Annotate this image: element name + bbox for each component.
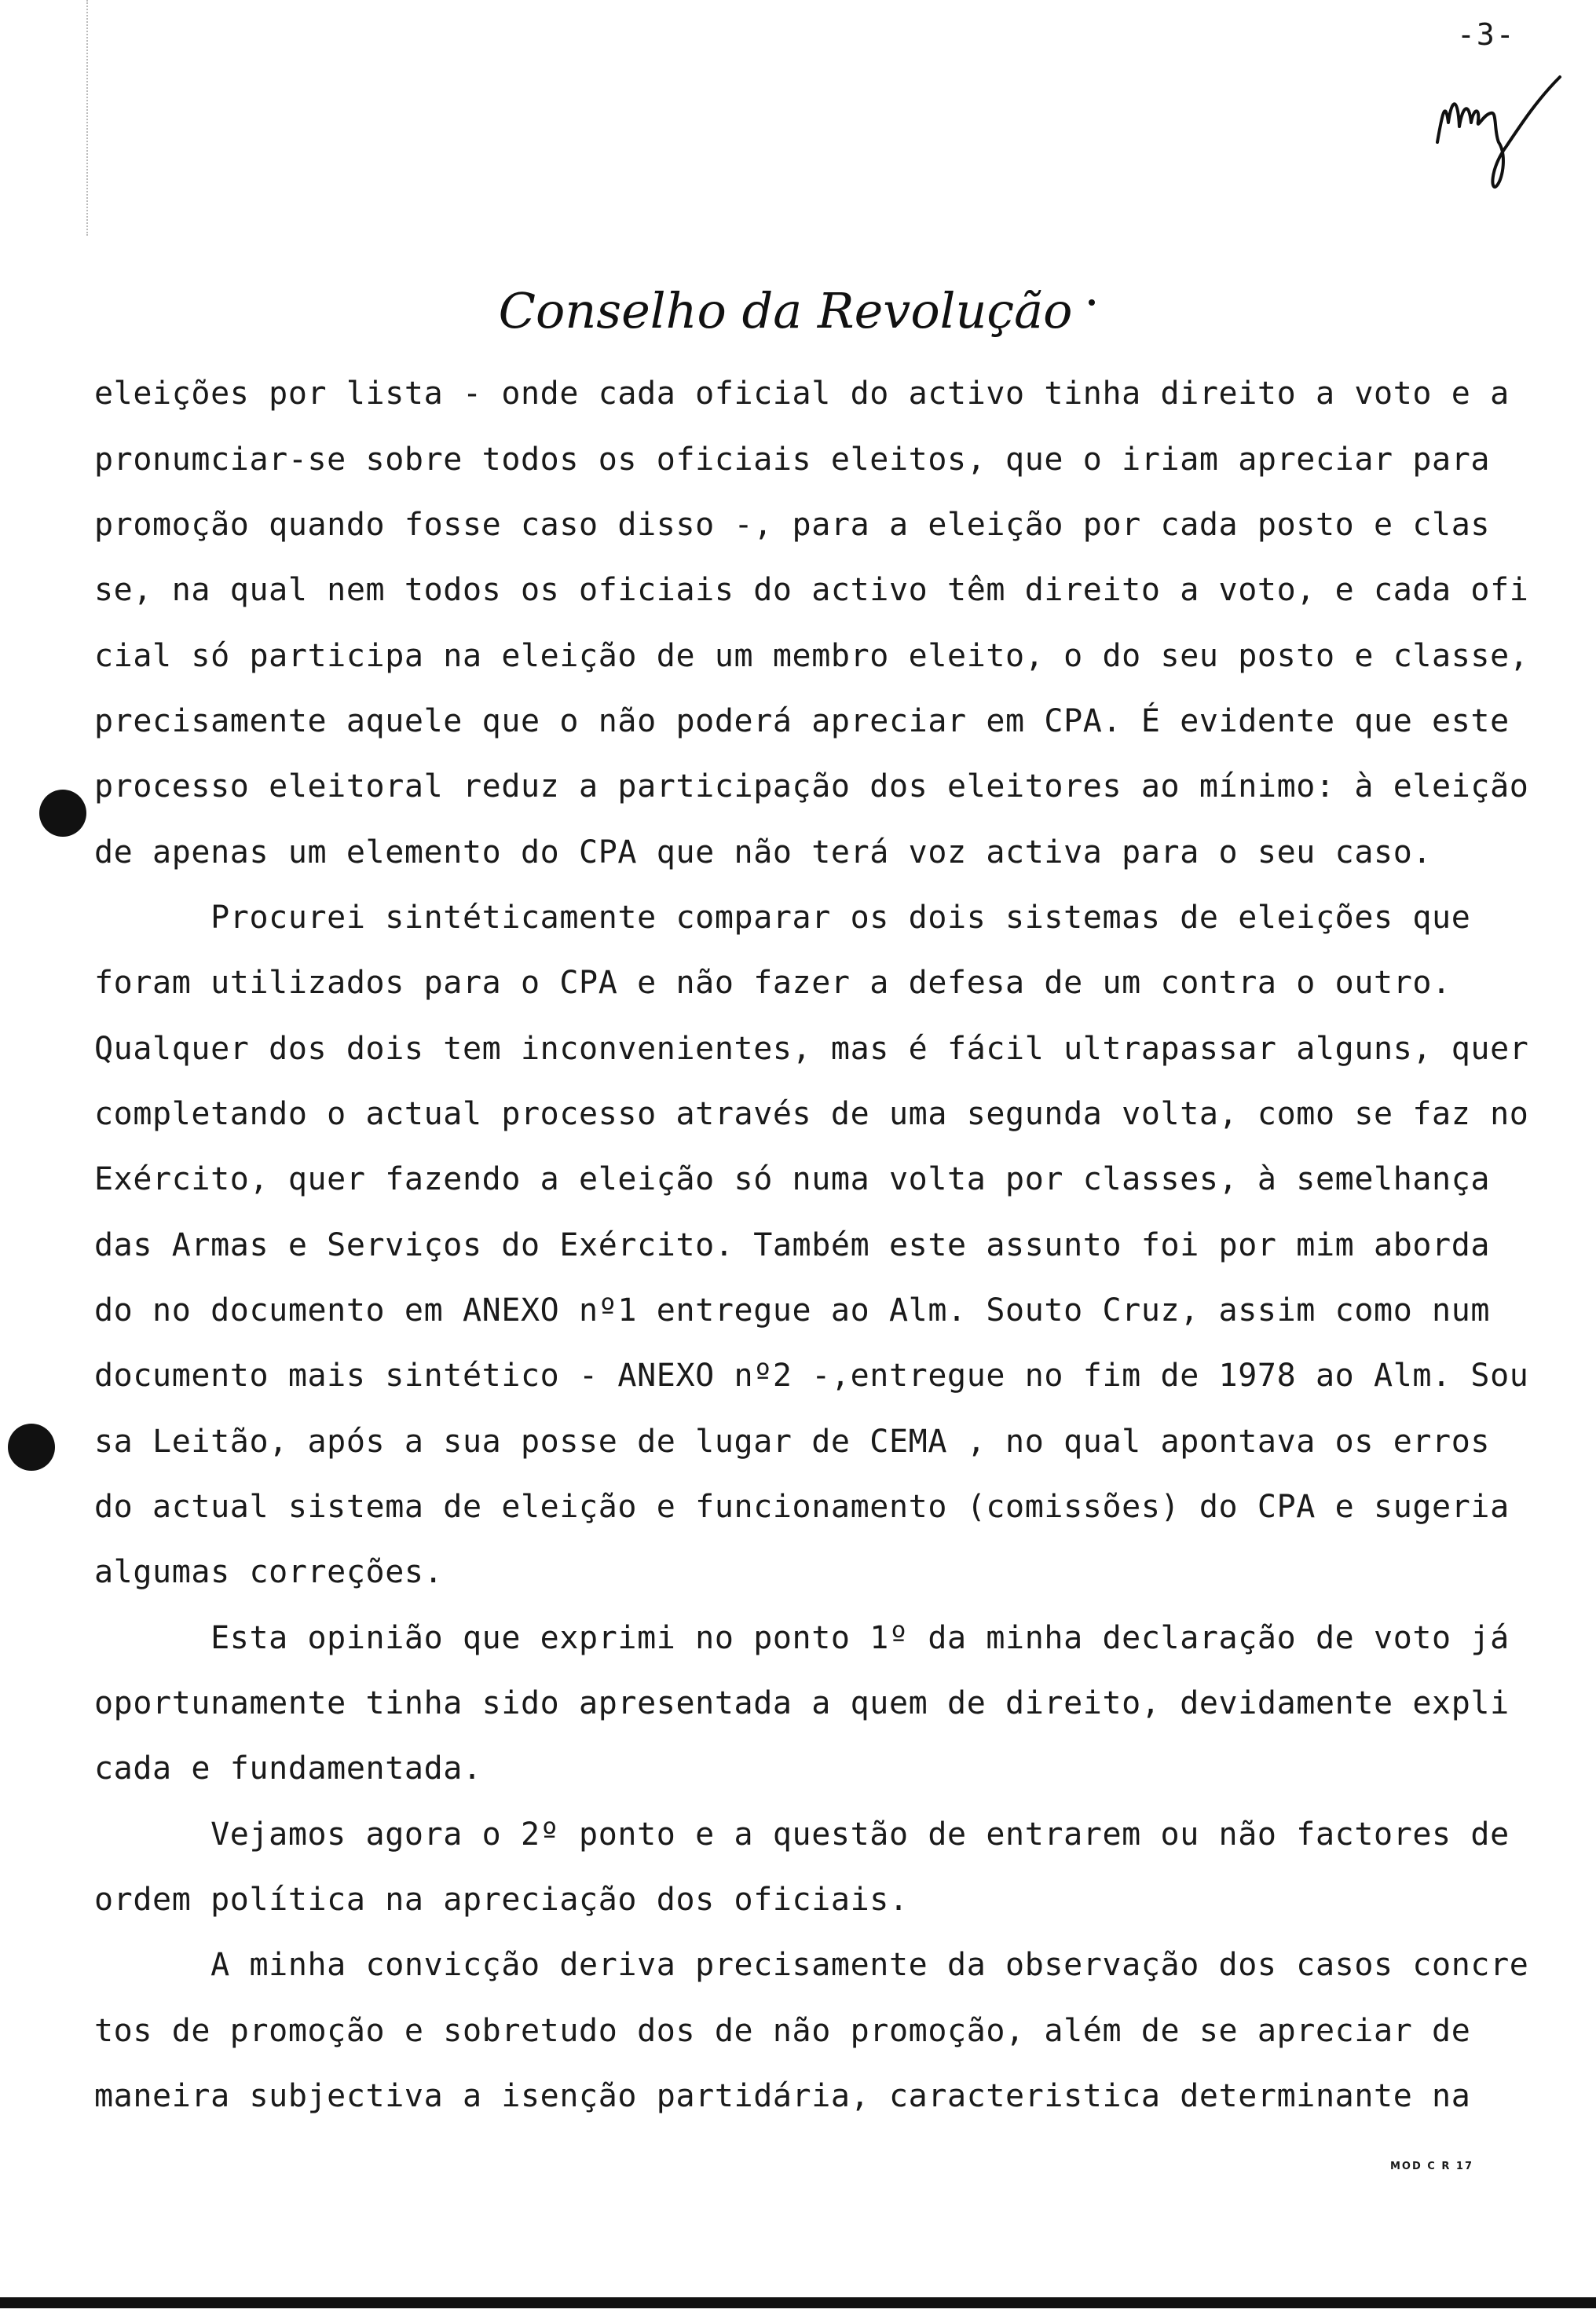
text-line: precisamente aquele que o não poderá apreciar em CPA. É evidente que este — [94, 703, 1510, 739]
margin-mark — [86, 0, 91, 236]
letterhead-text: Conselho da Revolução — [498, 282, 1073, 339]
text-line: processo eleitoral reduz a participação dos eleitores ao mínimo: à eleição — [94, 768, 1529, 805]
text-line: ordem política na apreciação dos oficiais. — [94, 1882, 909, 1918]
text-line: sa Leitão, após a sua posse de lugar de CEMA , no qual apontava os erros — [94, 1424, 1491, 1460]
text-line: promoção quando fosse caso disso -, para a eleição por cada posto e clas — [94, 507, 1491, 543]
text-line: A minha convicção deriva precisamente da observação dos casos concre — [94, 1947, 1529, 1983]
text-line: foram utilizados para o CPA e não fazer a defesa de um contra o outro. — [94, 965, 1451, 1001]
text-line: pronumciar-se sobre todos os oficiais eleitos, que o iriam apreciar para — [94, 442, 1491, 478]
text-line: Qualquer dos dois tem inconvenientes, mas é fácil ultrapassar alguns, quer — [94, 1031, 1529, 1067]
text-line: completando o actual processo através de uma segunda volta, como se faz no — [94, 1096, 1529, 1132]
text-line: documento mais sintético - ANEXO nº2 -,entregue no fim de 1978 ao Alm. Sou — [94, 1358, 1529, 1394]
letterhead-title — [471, 271, 1100, 357]
text-line: cial só participa na eleição de um membro eleito, o do seu posto e classe, — [94, 638, 1529, 674]
text-line: maneira subjectiva a isenção partidária, caracteristica determinante na — [94, 2078, 1471, 2114]
punch-hole-bottom — [8, 1424, 55, 1471]
page-bottom-edge — [0, 2297, 1596, 2308]
text-line: do no documento em ANEXO nº1 entregue ao Alm. Souto Cruz, assim como num — [94, 1292, 1491, 1329]
text-line: se, na qual nem todos os oficiais do activo têm direito a voto, e cada ofi — [94, 572, 1529, 608]
punch-hole-top — [39, 790, 86, 837]
page-number: -3- — [1457, 17, 1516, 52]
text-line: de apenas um elemento do CPA que não terá voz activa para o seu caso. — [94, 834, 1433, 871]
text-line: algumas correções. — [94, 1554, 444, 1590]
form-code: MOD C R 17 — [1390, 2161, 1473, 2172]
text-line: do actual sistema de eleição e funcionamento (comissões) do CPA e sugeria — [94, 1489, 1510, 1525]
text-line: tos de promoção e sobretudo dos de não promoção, além de se apreciar de — [94, 2013, 1471, 2049]
text-line: Vejamos agora o 2º ponto e a questão de entrarem ou não factores de — [94, 1816, 1510, 1853]
handwritten-initials — [1428, 68, 1569, 193]
text-line: Procurei sintéticamente comparar os dois sistemas de eleições que — [94, 900, 1471, 936]
text-line: oportunamente tinha sido apresentada a quem de direito, devidamente expli — [94, 1685, 1510, 1721]
text-line: Exército, quer fazendo a eleição só numa volta por classes, à semelhança — [94, 1161, 1491, 1197]
text-line: cada e fundamentada. — [94, 1750, 482, 1787]
text-line: eleições por lista - onde cada oficial do activo tinha direito a voto e a — [94, 376, 1510, 412]
text-line: das Armas e Serviços do Exército. Também este assunto foi por mim aborda — [94, 1227, 1491, 1263]
text-line: Esta opinião que exprimi no ponto 1º da minha declaração de voto já — [94, 1620, 1510, 1656]
